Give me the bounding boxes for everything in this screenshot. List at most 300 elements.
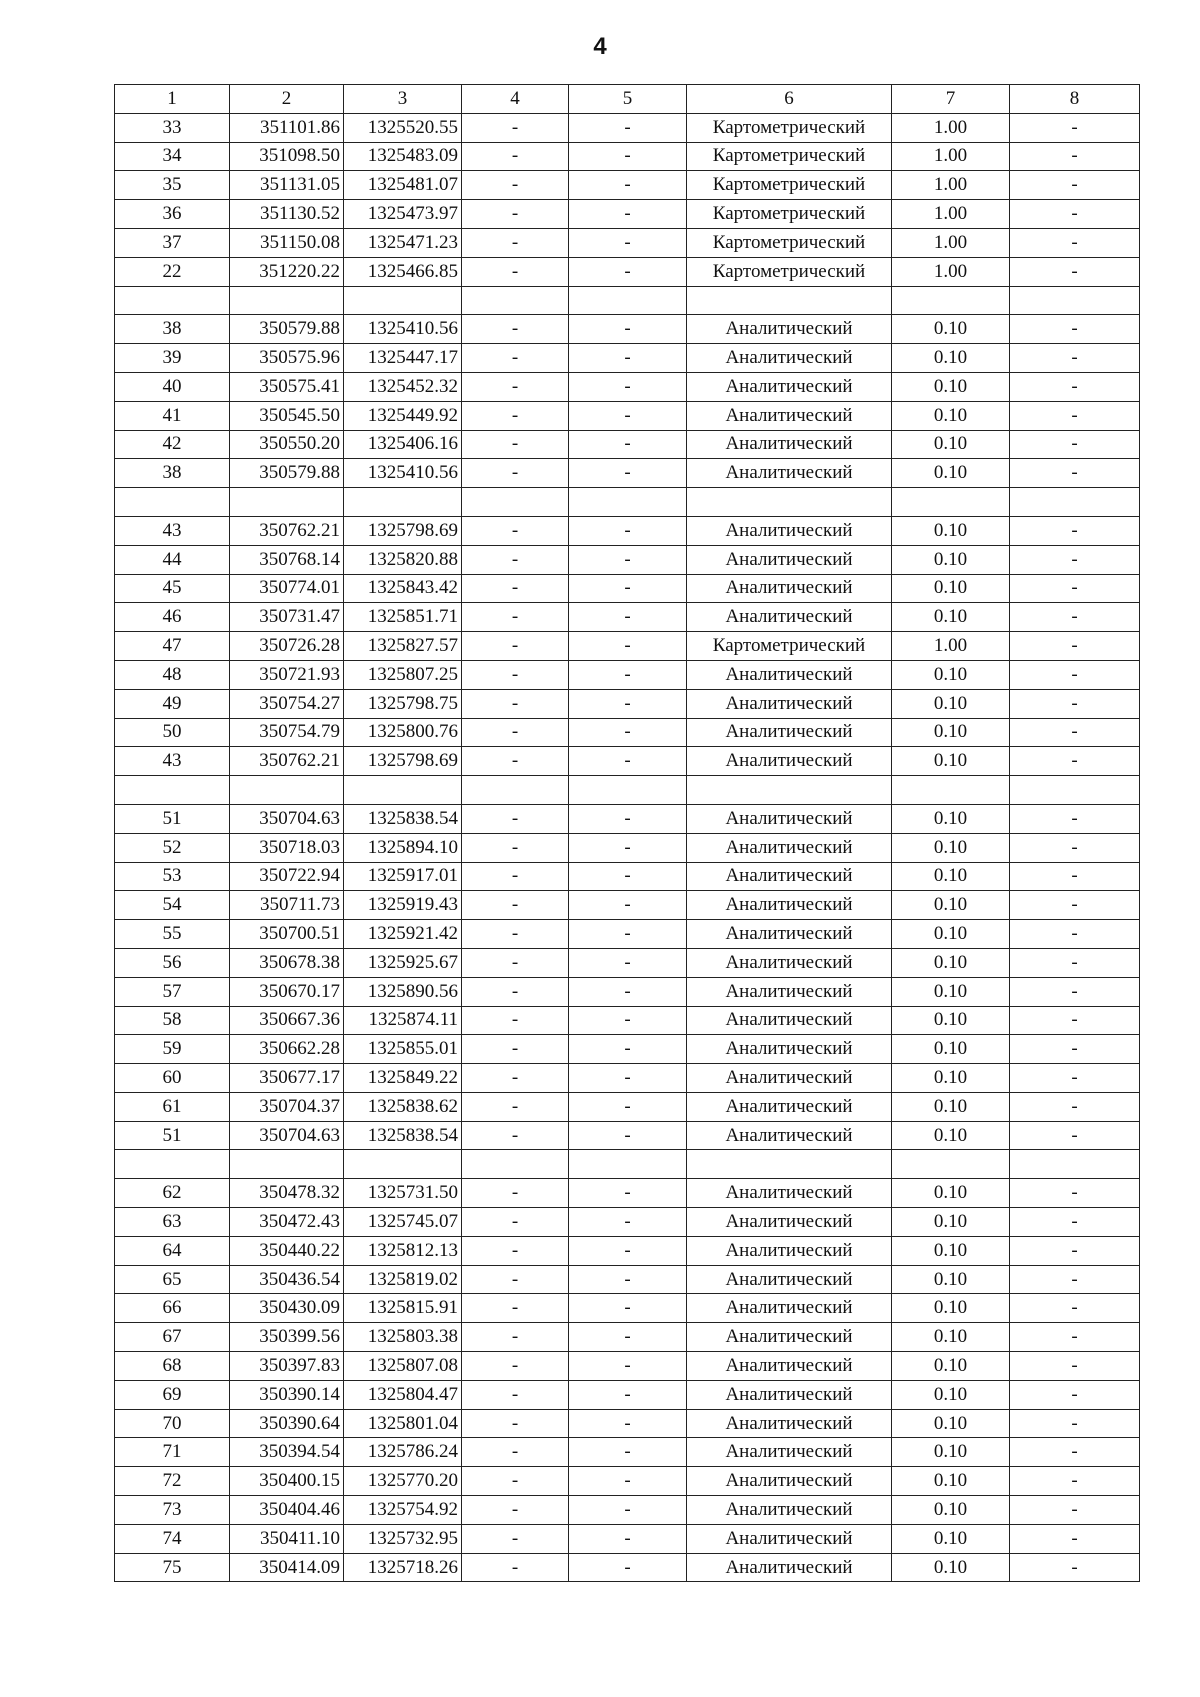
method-cell: Аналитический <box>687 315 892 344</box>
column-4-cell: - <box>462 891 569 920</box>
accuracy-cell: 0.10 <box>892 1524 1010 1553</box>
point-number-cell <box>115 286 230 315</box>
point-number-cell: 68 <box>115 1352 230 1381</box>
method-cell: Аналитический <box>687 1553 892 1582</box>
column-8-cell: - <box>1010 1208 1140 1237</box>
point-number-cell: 69 <box>115 1380 230 1409</box>
column-5-cell: - <box>569 1467 687 1496</box>
y-coordinate-cell: 1325410.56 <box>344 315 462 344</box>
y-coordinate-cell: 1325807.25 <box>344 660 462 689</box>
table-row <box>115 344 1140 373</box>
y-coordinate-cell: 1325812.13 <box>344 1236 462 1265</box>
column-5-cell: - <box>569 632 687 661</box>
column-header: 2 <box>230 85 344 114</box>
accuracy-cell <box>892 1150 1010 1179</box>
x-coordinate-cell: 350404.46 <box>230 1496 344 1525</box>
point-number-cell: 45 <box>115 574 230 603</box>
column-5-cell: - <box>569 516 687 545</box>
x-coordinate-cell: 350550.20 <box>230 430 344 459</box>
table-row <box>115 315 1140 344</box>
column-4-cell: - <box>462 372 569 401</box>
method-cell: Картометрический <box>687 632 892 661</box>
x-coordinate-cell: 350718.03 <box>230 833 344 862</box>
point-number-cell: 50 <box>115 718 230 747</box>
table-row <box>115 1121 1140 1150</box>
column-5-cell: - <box>569 171 687 200</box>
column-4-cell: - <box>462 1553 569 1582</box>
column-5-cell: - <box>569 1323 687 1352</box>
point-number-cell: 51 <box>115 1121 230 1150</box>
accuracy-cell: 0.10 <box>892 689 1010 718</box>
y-coordinate-cell: 1325770.20 <box>344 1467 462 1496</box>
accuracy-cell: 0.10 <box>892 574 1010 603</box>
column-5-cell <box>569 488 687 517</box>
column-4-cell <box>462 488 569 517</box>
accuracy-cell: 0.10 <box>892 1294 1010 1323</box>
x-coordinate-cell: 350414.09 <box>230 1553 344 1582</box>
table-row <box>115 1323 1140 1352</box>
point-number-cell: 60 <box>115 1064 230 1093</box>
column-5-cell: - <box>569 1035 687 1064</box>
point-number-cell: 44 <box>115 545 230 574</box>
table-row <box>115 142 1140 171</box>
column-4-cell: - <box>462 1496 569 1525</box>
y-coordinate-cell: 1325798.69 <box>344 747 462 776</box>
table-header-row <box>115 85 1140 114</box>
x-coordinate-cell: 350390.14 <box>230 1380 344 1409</box>
point-number-cell: 54 <box>115 891 230 920</box>
accuracy-cell: 0.10 <box>892 1006 1010 1035</box>
point-number-cell: 74 <box>115 1524 230 1553</box>
column-5-cell: - <box>569 1064 687 1093</box>
y-coordinate-cell: 1325754.92 <box>344 1496 462 1525</box>
method-cell: Картометрический <box>687 228 892 257</box>
point-number-cell: 38 <box>115 315 230 344</box>
accuracy-cell: 1.00 <box>892 257 1010 286</box>
column-4-cell: - <box>462 1006 569 1035</box>
column-5-cell: - <box>569 1553 687 1582</box>
accuracy-cell: 0.10 <box>892 718 1010 747</box>
x-coordinate-cell: 350700.51 <box>230 920 344 949</box>
column-header: 3 <box>344 85 462 114</box>
column-5-cell: - <box>569 459 687 488</box>
column-8-cell: - <box>1010 804 1140 833</box>
x-coordinate-cell: 350390.64 <box>230 1409 344 1438</box>
table-row <box>115 1092 1140 1121</box>
column-header: 1 <box>115 85 230 114</box>
accuracy-cell: 0.10 <box>892 1064 1010 1093</box>
column-4-cell: - <box>462 718 569 747</box>
method-cell <box>687 286 892 315</box>
table-row <box>115 977 1140 1006</box>
coordinates-table <box>114 84 1140 1582</box>
point-number-cell: 75 <box>115 1553 230 1582</box>
column-5-cell: - <box>569 804 687 833</box>
point-number-cell: 63 <box>115 1208 230 1237</box>
column-8-cell: - <box>1010 1236 1140 1265</box>
point-number-cell: 61 <box>115 1092 230 1121</box>
accuracy-cell: 0.10 <box>892 1179 1010 1208</box>
point-number-cell: 55 <box>115 920 230 949</box>
y-coordinate-cell: 1325466.85 <box>344 257 462 286</box>
column-5-cell: - <box>569 372 687 401</box>
x-coordinate-cell <box>230 1150 344 1179</box>
column-4-cell: - <box>462 315 569 344</box>
x-coordinate-cell: 350754.79 <box>230 718 344 747</box>
table-row <box>115 171 1140 200</box>
point-number-cell: 57 <box>115 977 230 1006</box>
column-8-cell: - <box>1010 1035 1140 1064</box>
method-cell: Аналитический <box>687 574 892 603</box>
method-cell: Аналитический <box>687 545 892 574</box>
point-number-cell <box>115 488 230 517</box>
column-5-cell <box>569 286 687 315</box>
point-number-cell <box>115 776 230 805</box>
method-cell: Аналитический <box>687 689 892 718</box>
x-coordinate-cell: 350575.96 <box>230 344 344 373</box>
method-cell: Аналитический <box>687 372 892 401</box>
accuracy-cell: 0.10 <box>892 660 1010 689</box>
column-5-cell: - <box>569 920 687 949</box>
column-4-cell: - <box>462 200 569 229</box>
y-coordinate-cell <box>344 488 462 517</box>
column-header: 6 <box>687 85 892 114</box>
column-8-cell: - <box>1010 977 1140 1006</box>
point-number-cell: 36 <box>115 200 230 229</box>
column-5-cell: - <box>569 1352 687 1381</box>
accuracy-cell: 0.10 <box>892 372 1010 401</box>
column-4-cell: - <box>462 689 569 718</box>
method-cell: Аналитический <box>687 1438 892 1467</box>
column-4-cell: - <box>462 1265 569 1294</box>
table-row <box>115 430 1140 459</box>
column-8-cell: - <box>1010 660 1140 689</box>
separator-row <box>115 286 1140 315</box>
table-row <box>115 660 1140 689</box>
y-coordinate-cell: 1325798.75 <box>344 689 462 718</box>
column-5-cell: - <box>569 1006 687 1035</box>
column-8-cell: - <box>1010 1064 1140 1093</box>
x-coordinate-cell <box>230 776 344 805</box>
column-8-cell <box>1010 286 1140 315</box>
accuracy-cell: 0.10 <box>892 804 1010 833</box>
column-4-cell: - <box>462 1092 569 1121</box>
column-4-cell: - <box>462 1323 569 1352</box>
accuracy-cell: 0.10 <box>892 920 1010 949</box>
column-4-cell: - <box>462 545 569 574</box>
x-coordinate-cell: 350436.54 <box>230 1265 344 1294</box>
accuracy-cell: 0.10 <box>892 948 1010 977</box>
y-coordinate-cell <box>344 286 462 315</box>
x-coordinate-cell: 350411.10 <box>230 1524 344 1553</box>
method-cell: Картометрический <box>687 142 892 171</box>
column-4-cell: - <box>462 603 569 632</box>
column-8-cell: - <box>1010 1323 1140 1352</box>
method-cell: Аналитический <box>687 430 892 459</box>
accuracy-cell: 0.10 <box>892 315 1010 344</box>
table-row <box>115 1265 1140 1294</box>
table-body <box>115 113 1140 1582</box>
column-8-cell: - <box>1010 1409 1140 1438</box>
accuracy-cell: 1.00 <box>892 113 1010 142</box>
separator-row <box>115 776 1140 805</box>
y-coordinate-cell: 1325851.71 <box>344 603 462 632</box>
column-8-cell: - <box>1010 632 1140 661</box>
accuracy-cell: 0.10 <box>892 344 1010 373</box>
method-cell: Аналитический <box>687 1035 892 1064</box>
method-cell: Аналитический <box>687 1496 892 1525</box>
table-row <box>115 689 1140 718</box>
x-coordinate-cell: 350579.88 <box>230 459 344 488</box>
column-5-cell: - <box>569 1438 687 1467</box>
table-row <box>115 1006 1140 1035</box>
column-4-cell: - <box>462 1035 569 1064</box>
column-4-cell <box>462 776 569 805</box>
x-coordinate-cell: 350774.01 <box>230 574 344 603</box>
point-number-cell: 59 <box>115 1035 230 1064</box>
table-row <box>115 632 1140 661</box>
y-coordinate-cell: 1325447.17 <box>344 344 462 373</box>
column-5-cell <box>569 1150 687 1179</box>
column-8-cell: - <box>1010 1496 1140 1525</box>
y-coordinate-cell: 1325843.42 <box>344 574 462 603</box>
column-5-cell: - <box>569 1265 687 1294</box>
x-coordinate-cell: 350579.88 <box>230 315 344 344</box>
column-8-cell: - <box>1010 1006 1140 1035</box>
accuracy-cell: 1.00 <box>892 200 1010 229</box>
column-8-cell: - <box>1010 113 1140 142</box>
table-row <box>115 948 1140 977</box>
column-8-cell: - <box>1010 1092 1140 1121</box>
y-coordinate-cell: 1325718.26 <box>344 1553 462 1582</box>
column-8-cell: - <box>1010 1553 1140 1582</box>
method-cell: Аналитический <box>687 833 892 862</box>
x-coordinate-cell: 350575.41 <box>230 372 344 401</box>
column-8-cell: - <box>1010 1265 1140 1294</box>
column-4-cell: - <box>462 1409 569 1438</box>
y-coordinate-cell: 1325815.91 <box>344 1294 462 1323</box>
x-coordinate-cell: 350472.43 <box>230 1208 344 1237</box>
accuracy-cell: 0.10 <box>892 603 1010 632</box>
method-cell: Аналитический <box>687 1208 892 1237</box>
point-number-cell: 33 <box>115 113 230 142</box>
method-cell: Аналитический <box>687 747 892 776</box>
point-number-cell: 53 <box>115 862 230 891</box>
column-4-cell: - <box>462 833 569 862</box>
x-coordinate-cell: 350394.54 <box>230 1438 344 1467</box>
y-coordinate-cell: 1325786.24 <box>344 1438 462 1467</box>
accuracy-cell: 0.10 <box>892 1035 1010 1064</box>
y-coordinate-cell: 1325410.56 <box>344 459 462 488</box>
method-cell: Аналитический <box>687 891 892 920</box>
point-number-cell: 62 <box>115 1179 230 1208</box>
point-number-cell: 64 <box>115 1236 230 1265</box>
y-coordinate-cell: 1325919.43 <box>344 891 462 920</box>
point-number-cell: 39 <box>115 344 230 373</box>
table-row <box>115 1438 1140 1467</box>
y-coordinate-cell: 1325921.42 <box>344 920 462 949</box>
column-5-cell: - <box>569 545 687 574</box>
column-8-cell: - <box>1010 1524 1140 1553</box>
x-coordinate-cell: 350400.15 <box>230 1467 344 1496</box>
x-coordinate-cell: 350440.22 <box>230 1236 344 1265</box>
column-5-cell: - <box>569 113 687 142</box>
accuracy-cell: 0.10 <box>892 977 1010 1006</box>
method-cell: Аналитический <box>687 1064 892 1093</box>
column-4-cell: - <box>462 747 569 776</box>
point-number-cell: 48 <box>115 660 230 689</box>
table-row <box>115 1208 1140 1237</box>
x-coordinate-cell: 350545.50 <box>230 401 344 430</box>
column-8-cell: - <box>1010 459 1140 488</box>
x-coordinate-cell: 350722.94 <box>230 862 344 891</box>
column-4-cell: - <box>462 430 569 459</box>
table-row <box>115 833 1140 862</box>
y-coordinate-cell: 1325481.07 <box>344 171 462 200</box>
point-number-cell: 51 <box>115 804 230 833</box>
method-cell: Аналитический <box>687 1236 892 1265</box>
method-cell: Картометрический <box>687 171 892 200</box>
table-row <box>115 1064 1140 1093</box>
x-coordinate-cell: 350397.83 <box>230 1352 344 1381</box>
x-coordinate-cell: 351101.86 <box>230 113 344 142</box>
column-5-cell: - <box>569 574 687 603</box>
method-cell: Аналитический <box>687 1409 892 1438</box>
column-header: 4 <box>462 85 569 114</box>
point-number-cell: 37 <box>115 228 230 257</box>
method-cell: Аналитический <box>687 1467 892 1496</box>
accuracy-cell: 0.10 <box>892 401 1010 430</box>
column-8-cell: - <box>1010 1294 1140 1323</box>
table-row <box>115 1467 1140 1496</box>
table-row <box>115 1524 1140 1553</box>
column-5-cell: - <box>569 660 687 689</box>
accuracy-cell: 0.10 <box>892 430 1010 459</box>
y-coordinate-cell: 1325917.01 <box>344 862 462 891</box>
column-5-cell: - <box>569 315 687 344</box>
y-coordinate-cell: 1325449.92 <box>344 401 462 430</box>
column-4-cell: - <box>462 804 569 833</box>
column-5-cell: - <box>569 228 687 257</box>
column-4-cell: - <box>462 948 569 977</box>
y-coordinate-cell: 1325874.11 <box>344 1006 462 1035</box>
y-coordinate-cell: 1325807.08 <box>344 1352 462 1381</box>
table-row <box>115 1409 1140 1438</box>
column-8-cell: - <box>1010 1438 1140 1467</box>
column-5-cell: - <box>569 718 687 747</box>
method-cell: Аналитический <box>687 516 892 545</box>
column-5-cell: - <box>569 689 687 718</box>
method-cell <box>687 776 892 805</box>
table-row <box>115 257 1140 286</box>
column-8-cell: - <box>1010 948 1140 977</box>
x-coordinate-cell: 350762.21 <box>230 747 344 776</box>
x-coordinate-cell: 350731.47 <box>230 603 344 632</box>
column-8-cell: - <box>1010 862 1140 891</box>
column-8-cell: - <box>1010 920 1140 949</box>
column-8-cell: - <box>1010 430 1140 459</box>
column-5-cell: - <box>569 1496 687 1525</box>
table-row <box>115 804 1140 833</box>
column-5-cell: - <box>569 833 687 862</box>
column-8-cell: - <box>1010 603 1140 632</box>
method-cell: Аналитический <box>687 1524 892 1553</box>
column-8-cell: - <box>1010 689 1140 718</box>
column-8-cell: - <box>1010 545 1140 574</box>
y-coordinate-cell: 1325819.02 <box>344 1265 462 1294</box>
column-4-cell: - <box>462 660 569 689</box>
column-8-cell: - <box>1010 401 1140 430</box>
separator-row <box>115 1150 1140 1179</box>
y-coordinate-cell: 1325798.69 <box>344 516 462 545</box>
accuracy-cell: 0.10 <box>892 833 1010 862</box>
point-number-cell: 41 <box>115 401 230 430</box>
x-coordinate-cell: 350704.63 <box>230 804 344 833</box>
column-header: 8 <box>1010 85 1140 114</box>
table-row <box>115 113 1140 142</box>
y-coordinate-cell: 1325473.97 <box>344 200 462 229</box>
y-coordinate-cell: 1325894.10 <box>344 833 462 862</box>
column-5-cell: - <box>569 257 687 286</box>
y-coordinate-cell <box>344 776 462 805</box>
method-cell: Аналитический <box>687 1006 892 1035</box>
x-coordinate-cell <box>230 488 344 517</box>
column-5-cell <box>569 776 687 805</box>
accuracy-cell: 0.10 <box>892 1467 1010 1496</box>
column-4-cell: - <box>462 228 569 257</box>
column-4-cell: - <box>462 1236 569 1265</box>
column-4-cell: - <box>462 142 569 171</box>
x-coordinate-cell: 351220.22 <box>230 257 344 286</box>
column-4-cell: - <box>462 1064 569 1093</box>
table-row <box>115 603 1140 632</box>
method-cell: Картометрический <box>687 200 892 229</box>
column-5-cell: - <box>569 891 687 920</box>
column-8-cell: - <box>1010 516 1140 545</box>
accuracy-cell: 0.10 <box>892 891 1010 920</box>
accuracy-cell: 1.00 <box>892 632 1010 661</box>
accuracy-cell <box>892 776 1010 805</box>
accuracy-cell: 0.10 <box>892 1409 1010 1438</box>
column-4-cell: - <box>462 1179 569 1208</box>
y-coordinate-cell: 1325855.01 <box>344 1035 462 1064</box>
table-row <box>115 372 1140 401</box>
x-coordinate-cell: 351098.50 <box>230 142 344 171</box>
column-4-cell: - <box>462 574 569 603</box>
column-4-cell: - <box>462 1380 569 1409</box>
column-4-cell: - <box>462 401 569 430</box>
column-5-cell: - <box>569 401 687 430</box>
column-8-cell: - <box>1010 1352 1140 1381</box>
point-number-cell: 71 <box>115 1438 230 1467</box>
column-8-cell: - <box>1010 200 1140 229</box>
x-coordinate-cell: 350711.73 <box>230 891 344 920</box>
column-4-cell: - <box>462 1208 569 1237</box>
point-number-cell: 35 <box>115 171 230 200</box>
column-5-cell: - <box>569 1179 687 1208</box>
x-coordinate-cell: 350704.37 <box>230 1092 344 1121</box>
column-8-cell: - <box>1010 1380 1140 1409</box>
column-8-cell: - <box>1010 344 1140 373</box>
x-coordinate-cell: 351131.05 <box>230 171 344 200</box>
x-coordinate-cell: 350768.14 <box>230 545 344 574</box>
table-row <box>115 1380 1140 1409</box>
table-row <box>115 920 1140 949</box>
point-number-cell: 34 <box>115 142 230 171</box>
column-4-cell: - <box>462 977 569 1006</box>
point-number-cell: 67 <box>115 1323 230 1352</box>
accuracy-cell: 0.10 <box>892 1496 1010 1525</box>
